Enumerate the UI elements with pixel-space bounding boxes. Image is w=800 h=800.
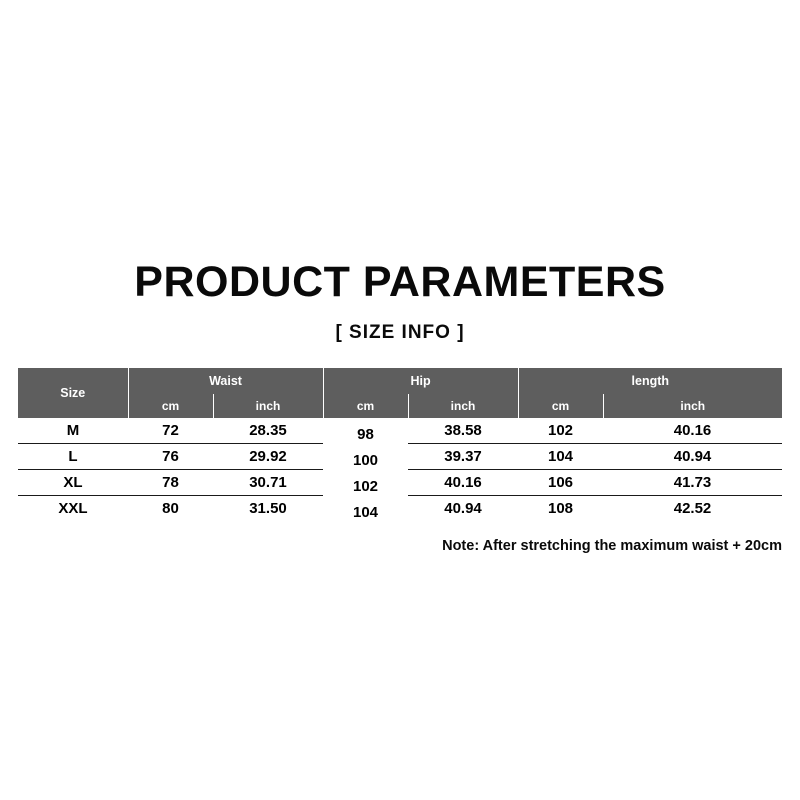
cell-waist-cm: 80	[128, 496, 213, 522]
header-length-inch: inch	[603, 394, 782, 418]
table-row	[18, 496, 782, 522]
cell-size: XL	[18, 470, 128, 496]
header-waist-inch: inch	[213, 394, 323, 418]
table-unit-header-row	[18, 394, 782, 418]
cell-hip-cm: 104	[323, 500, 408, 526]
cell-length-inch: 40.16	[603, 418, 782, 444]
cell-length-cm: 106	[518, 470, 603, 496]
cell-hip-cm: 98	[323, 422, 408, 448]
cell-waist-cm: 72	[128, 418, 213, 444]
cell-waist-inch: 28.35	[213, 418, 323, 444]
cell-size: M	[18, 418, 128, 444]
cell-waist-inch: 29.92	[213, 444, 323, 470]
cell-waist-cm: 76	[128, 444, 213, 470]
cell-hip-inch: 40.16	[408, 470, 518, 496]
header-waist-cm: cm	[128, 394, 213, 418]
cell-length-inch: 40.94	[603, 444, 782, 470]
cell-hip-inch: 38.58	[408, 418, 518, 444]
cell-length-cm: 104	[518, 444, 603, 470]
header-length-cm: cm	[518, 394, 603, 418]
cell-size: L	[18, 444, 128, 470]
size-note: Note: After stretching the maximum waist + 20cm	[442, 538, 782, 554]
cell-waist-inch: 31.50	[213, 496, 323, 522]
cell-hip-cm: 102	[323, 474, 408, 500]
size-table-container	[18, 368, 782, 521]
header-length: length	[518, 368, 782, 394]
cell-size: XXL	[18, 496, 128, 522]
header-waist: Waist	[128, 368, 323, 394]
cell-length-inch: 41.73	[603, 470, 782, 496]
page-title: PRODUCT PARAMETERS	[134, 258, 666, 306]
header-hip-cm: cm	[323, 394, 408, 418]
header-size: Size	[18, 368, 128, 418]
cell-length-cm: 108	[518, 496, 603, 522]
cell-length-cm: 102	[518, 418, 603, 444]
cell-length-inch: 42.52	[603, 496, 782, 522]
section-subtitle: [ SIZE INFO ]	[335, 322, 465, 343]
cell-hip-cm: 100	[323, 448, 408, 474]
size-table	[18, 368, 782, 521]
table-row	[18, 444, 782, 470]
table-row	[18, 418, 782, 444]
cell-waist-cm: 78	[128, 470, 213, 496]
header-hip: Hip	[323, 368, 518, 394]
cell-hip-inch: 39.37	[408, 444, 518, 470]
cell-waist-inch: 30.71	[213, 470, 323, 496]
table-row	[18, 470, 782, 496]
header-hip-inch: inch	[408, 394, 518, 418]
cell-hip-inch: 40.94	[408, 496, 518, 522]
table-group-header-row	[18, 368, 782, 394]
